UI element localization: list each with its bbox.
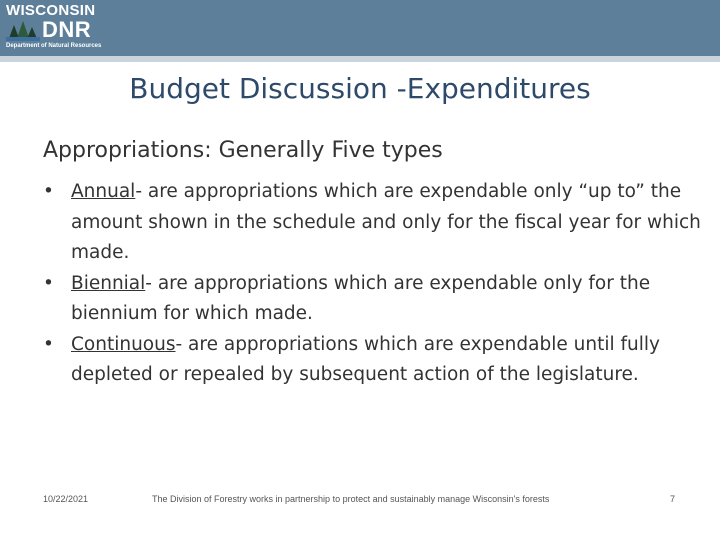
bullet-text: - are appropriations which are expendable until fully depleted or repealed by subsequent action of the legislature. <box>71 333 660 385</box>
bullet-text: - are appropriations which are expendable only for the biennium for which made. <box>71 272 651 324</box>
logo-wisconsin-text: WISCONSIN <box>6 2 96 19</box>
logo-department-text: Department of Natural Resources <box>6 43 102 49</box>
slide-subtitle: Appropriations: Generally Five types <box>43 138 443 163</box>
logo-dnr-text: DNR <box>42 17 92 42</box>
wisconsin-dnr-logo <box>6 2 110 54</box>
bullet-item-continuous <box>43 330 703 391</box>
page-number: 7 <box>670 494 676 504</box>
bullet-icon: • <box>43 333 54 355</box>
bullet-term: Annual <box>71 181 136 202</box>
header-divider <box>0 56 720 62</box>
bullet-term: Biennial <box>71 272 146 294</box>
slide-content <box>43 138 703 391</box>
bullet-item-annual <box>43 177 703 269</box>
footer-text: The Division of Forestry works in partnership to protect and sustainably manage Wisconsin's forests <box>152 494 550 504</box>
bullet-icon: • <box>43 181 54 202</box>
bullet-item-biennial <box>43 269 703 330</box>
bullet-term: Continuous <box>71 333 176 355</box>
header-bar <box>0 0 720 56</box>
bullet-icon: • <box>43 272 54 294</box>
bullet-list <box>43 177 703 391</box>
footer-date: 10/22/2021 <box>43 494 89 504</box>
tree-logo-icon <box>6 19 40 41</box>
slide-title: Budget Discussion -Expenditures <box>129 72 591 105</box>
bullet-text: - are appropriations which are expendable only “up to” the amount shown in the schedule and only for the fiscal year for which made. <box>71 181 701 263</box>
